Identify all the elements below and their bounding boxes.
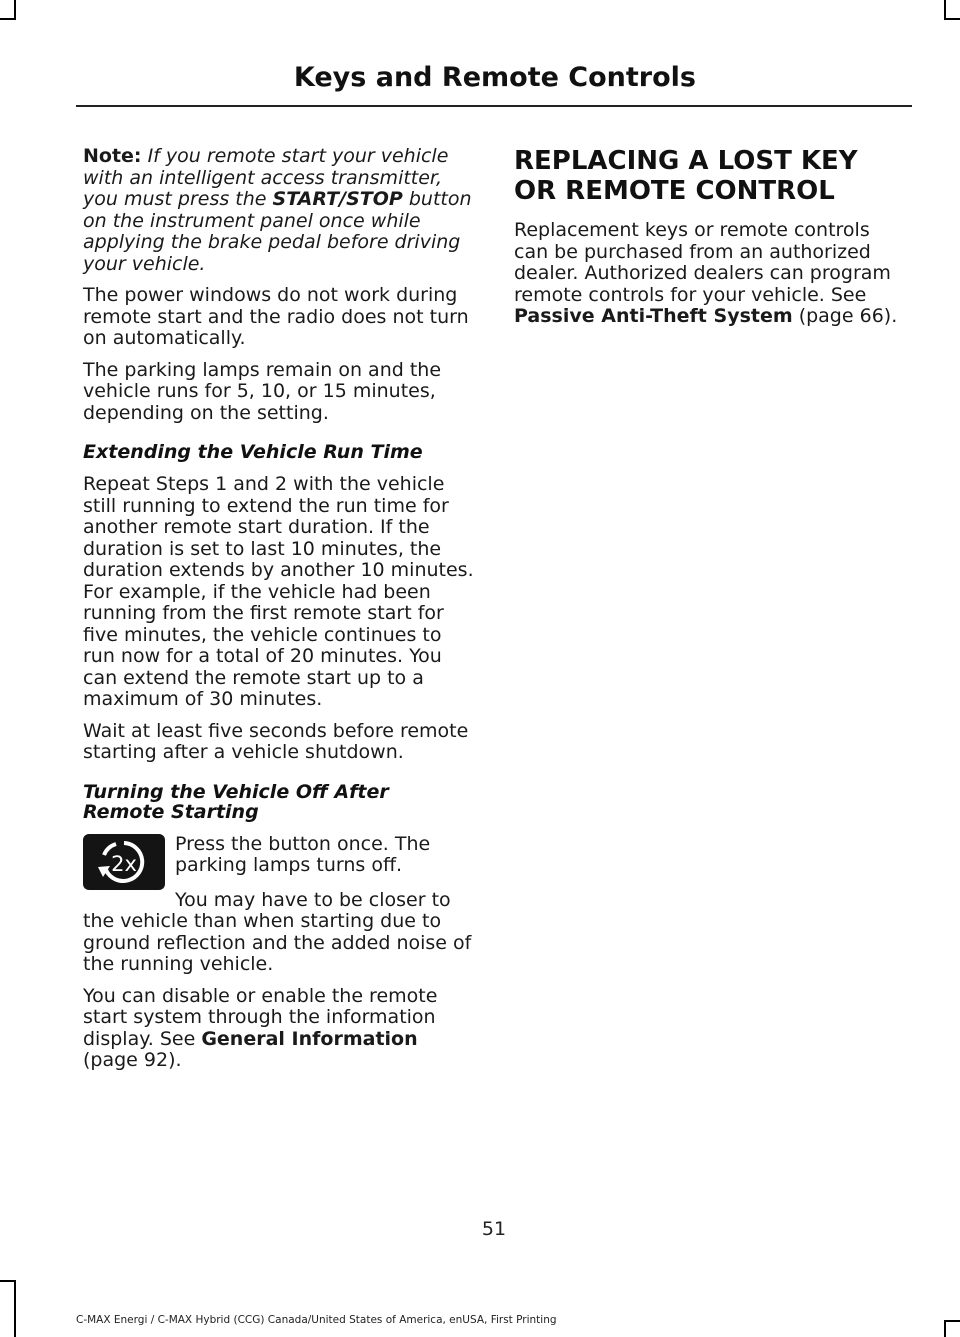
general-information-link[interactable]: General Information [201,1027,418,1050]
note-label: Note: [83,145,142,167]
page-title: Keys and Remote Controls [293,62,696,93]
note-text: If you remote start your vehicle with an intelligent access transmitter, you must press the [83,145,449,210]
paragraph-disable [83,986,475,1072]
replacement-page: (page 66). [792,305,898,327]
paragraph-replacement [514,220,906,328]
press-button-row [83,834,475,890]
note-text: button on the instrument panel once while applying the brake pedal before driving your vehicle. [83,188,472,275]
paragraph-extend: Repeat Steps 1 and 2 with the vehicle still running to extend the run time for another remote start duration. If the duration is set to last 10 minutes, the duration extends by another 10 minutes. For example, if the vehicle had been running from the first remote start for five minutes, the vehicle continues to run now for a total of 20 minutes. You can extend the remote start up to a maximum of 30 minutes. [83,473,474,710]
press-button-text [175,834,475,887]
passive-anti-theft-link[interactable]: Passive Anti-Theft System [514,305,793,327]
page-number: 51 [481,1218,507,1240]
paragraph-closer [83,890,475,976]
right-column [514,146,906,338]
crop-mark [944,1320,946,1337]
crop-mark [0,18,16,20]
icon-label: 2x [111,851,137,876]
replacement-text: Replacement keys or remote controls can be purchased from an authorized dealer. Authorized dealers can program remote controls for your vehicle. See [514,219,891,306]
crop-mark [944,0,946,20]
paragraph-press: Press the button once. The parking lamps turns off. [175,832,431,876]
disable-text: You can disable or enable the remote start system through the information display. See [83,984,438,1050]
paragraph-windows: The power windows do not work during remote start and the radio does not turn on automatically. [83,284,469,349]
paragraph-lamps: The parking lamps remain on and the vehicle runs for 5, 10, or 15 minutes, depending on the setting. [83,358,442,424]
remote-start-2x-icon [83,834,165,890]
left-column [83,146,475,1082]
note-command: START/STOP [272,188,403,210]
disable-page: (page 92). [83,1049,182,1071]
note-paragraph [83,146,475,275]
document-id: C-MAX Energi / C-MAX Hybrid (CCG) Canada/United States of America, enUSA, First Printing [76,1314,557,1326]
heading-extend-run-time: Extending the Vehicle Run Time [83,441,423,463]
heading-turn-off: Turning the Vehicle Off After Remote Starting [83,780,389,823]
crop-mark [944,18,960,20]
crop-mark [14,1280,16,1337]
paragraph-closer-text: You may have to be closer to the vehicle than when starting due to ground reflection and the added noise of the running vehicle. [83,888,472,975]
remote-start-arrow-icon [83,834,165,890]
heading-replacing-key: REPLACING A LOST KEY OR REMOTE CONTROL [514,146,858,206]
paragraph-wait: Wait at least five seconds before remote starting after a vehicle shutdown. [83,719,469,763]
header-divider [76,105,912,107]
crop-mark [14,0,16,20]
crop-mark [944,1320,960,1322]
crop-mark [0,1280,16,1282]
